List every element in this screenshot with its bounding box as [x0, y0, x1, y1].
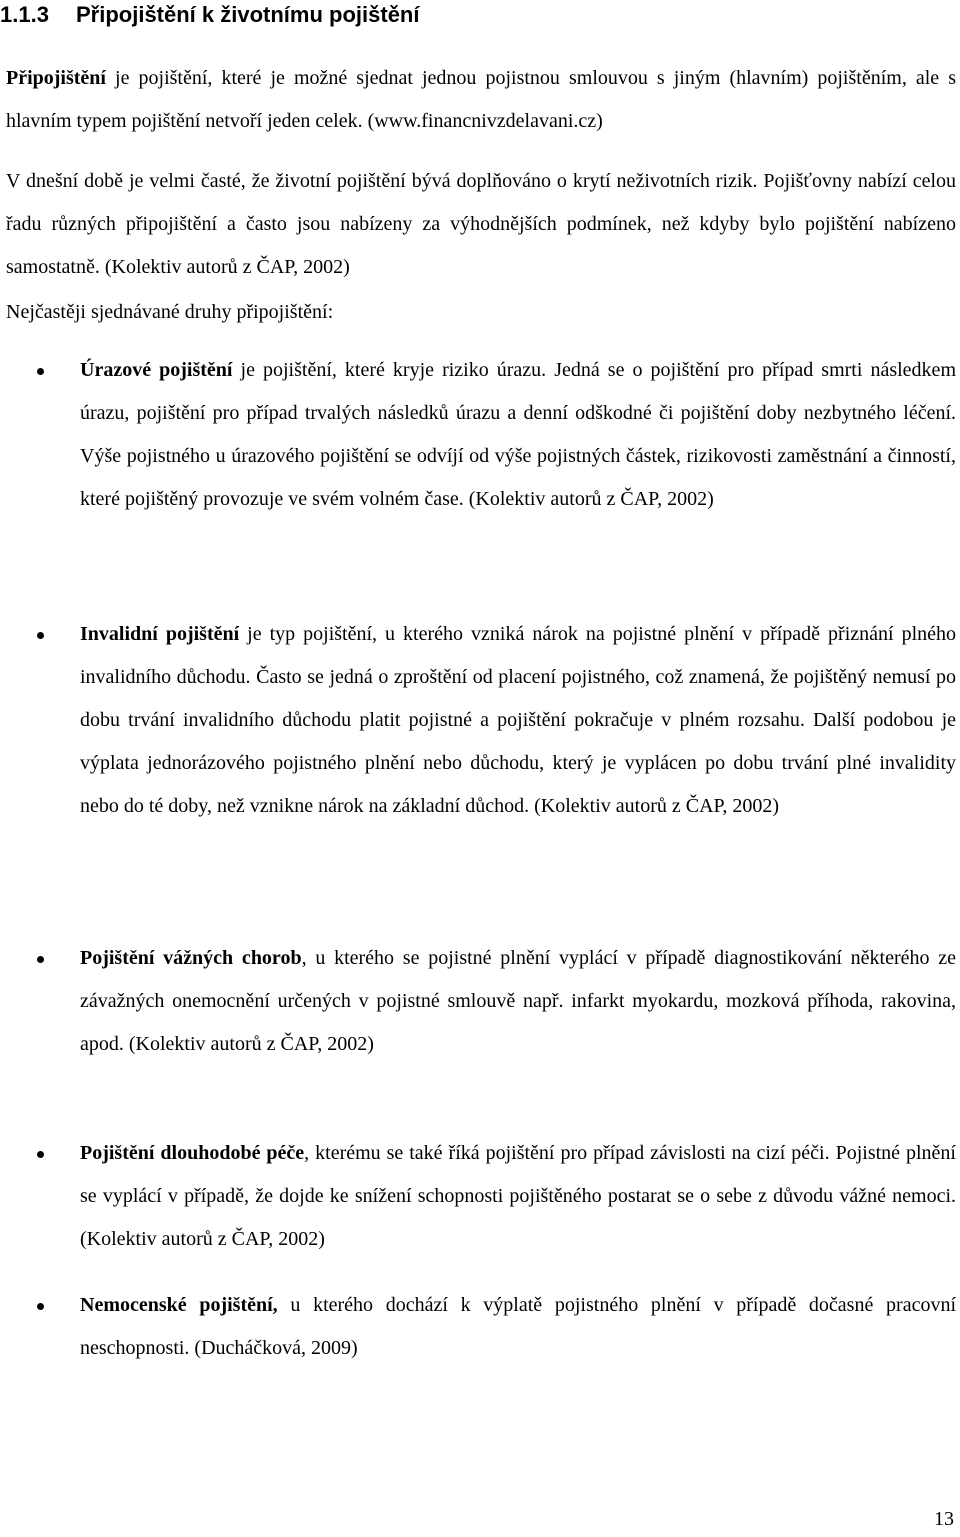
context-text: V dnešní době je velmi časté, že životní pojištění bývá doplňováno o krytí neživotních rizik. Pojišťovny nabízí celou řadu různých připojištění a často jsou nabízeny za výhodnějších podmínek, než kdyby bylo pojištění nabízeno samostatně. (Kolektiv autorů z ČAP, 2002) — [6, 170, 956, 278]
bullet-icon — [37, 368, 44, 375]
bullet-icon — [37, 1151, 44, 1158]
list-lead — [6, 291, 956, 334]
page-number: 13 — [934, 1508, 954, 1530]
list-item-text: je pojištění, které kryje riziko úrazu. Jedná se o pojištění pro případ smrti následkem úrazu, pojištění pro případ trvalých následků úrazu a denní odškodné či pojištění doby nezbytného léčení. Výše pojistného u úrazového pojištění se odvíjí od výše pojistných částek, rizikovosti zaměstnání a činností, které pojištěný provozuje ve svém volném čase. (Kolektiv autorů z ČAP, 2002) — [80, 359, 956, 510]
section-title: Připojištění k životnímu pojištění — [76, 2, 420, 27]
list-item — [80, 349, 956, 521]
intro-text: je pojištění, které je možné sjednat jednou pojistnou smlouvou s jiným (hlavním) pojištěním, ale s hlavním typem pojištění netvoří jeden celek. (www.financnivzdelavani.cz) — [6, 67, 956, 132]
list-item-term: Pojištění dlouhodobé péče — [80, 1142, 305, 1164]
list-item — [80, 937, 956, 1066]
list-item-term: Invalidní pojištění — [80, 623, 240, 645]
bullet-icon — [37, 632, 44, 639]
intro-paragraph — [6, 57, 956, 143]
bullet-icon — [37, 956, 44, 963]
list-item-term: Nemocenské pojištění, — [80, 1294, 278, 1316]
list-item — [80, 1284, 956, 1370]
list-item-text: , u kterého se pojistné plnění vyplácí v případě diagnostikování některého ze závažných onemocnění určených v pojistné smlouvě např. infarkt myokardu, mozková příhoda, rakovina, apod. (Kolektiv autorů z ČAP, 2002) — [80, 947, 956, 1055]
list-lead-text: Nejčastěji sjednávané druhy připojištění: — [6, 301, 334, 323]
context-paragraph — [6, 160, 956, 289]
list-item-term: Úrazové pojištění — [80, 359, 233, 381]
section-heading — [0, 2, 960, 28]
list-item — [80, 613, 956, 828]
list-item — [80, 1132, 956, 1261]
list-item-text: je typ pojištění, u kterého vzniká nárok na pojistné plnění v případě přiznání plného invalidního důchodu. Často se jedná o zproštění od placení pojistného, což znamená, že pojištěný nemusí po dobu trvání invalidního důchodu platit pojistné a pojištění pokračuje v plném rozsahu. Další podobou je výplata jednorázového pojistného plnění nebo důchodu, který je vyplácen po dobu trvání plné invalidity nebo do té doby, než vznikne nárok na základní důchod. (Kolektiv autorů z ČAP, 2002) — [80, 623, 956, 817]
list-item-text: , kterému se také říká pojištění pro případ závislosti na cizí péči. Pojistné plnění se vyplácí v případě, že dojde ke snížení schopnosti pojištěného postarat se o sebe z důvodu vážné nemoci. (Kolektiv autorů z ČAP, 2002) — [80, 1142, 956, 1250]
bullet-icon — [37, 1303, 44, 1310]
section-number: 1.1.3 — [0, 2, 49, 27]
list-item-text: u kterého dochází k výplatě pojistného plnění v případě dočasné pracovní neschopnosti. (Ducháčková, 2009) — [80, 1294, 957, 1359]
list-item-term: Pojištění vážných chorob — [80, 947, 302, 969]
intro-term: Připojištění — [6, 67, 106, 89]
